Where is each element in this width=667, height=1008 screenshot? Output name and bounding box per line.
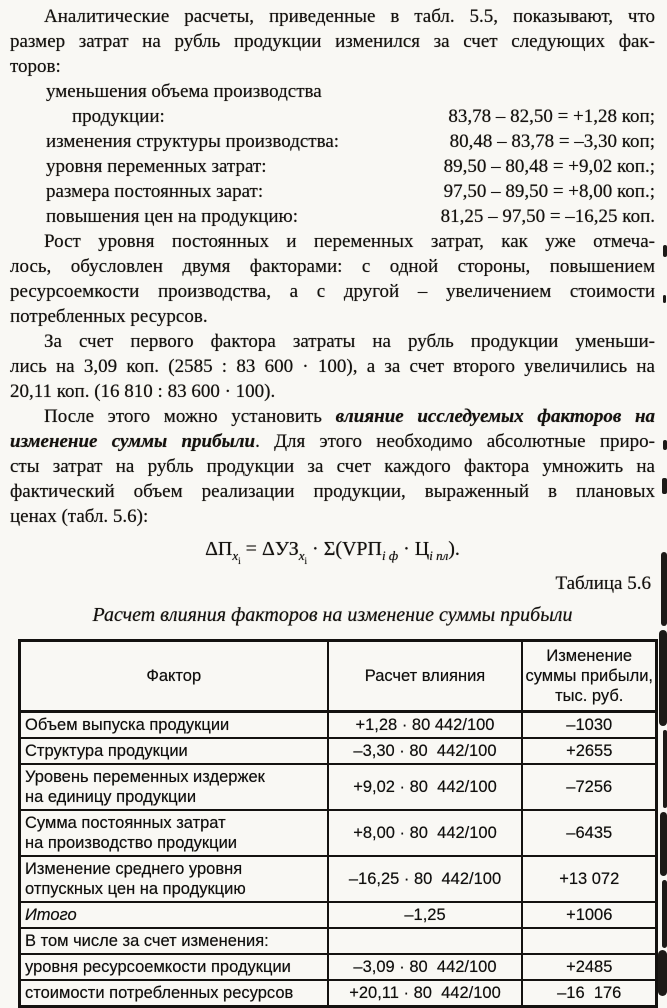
text-segment: После этого можно установить (44, 406, 336, 427)
cell-factor: Итого (20, 902, 328, 928)
table-row (20, 738, 657, 764)
factor-label: продукции: (72, 106, 165, 127)
factor-line (10, 79, 655, 104)
formula-term: ). (448, 538, 460, 560)
table-row (20, 810, 657, 856)
cell-factor: Объем выпуска продукции (20, 712, 328, 739)
text-line: размер затрат на рубль продукции изменился за счет следующих фак- (10, 31, 655, 52)
factor-calc: 83,78 – 82,50 = +1,28 коп; (448, 106, 655, 127)
cell-calc: +8,00 · 80 442/100 (328, 810, 523, 856)
text-line: Аналитические расчеты, приведенные в табл. 5.5, показывают, что (44, 6, 655, 27)
cell-factor: уровня ресурсоемкости продукции (20, 954, 328, 980)
cell-calc: +1,28 · 80 442/100 (328, 712, 523, 739)
formula-term: · Ц (398, 538, 430, 560)
table-caption: Расчет влияния факторов на изменение суммы прибыли (92, 604, 573, 626)
factor-label: размера постоянных зарат: (46, 181, 264, 202)
text-line: торов: (10, 56, 61, 77)
header-cell-profit-change: Изменение суммы прибыли, тыс. руб. (522, 641, 656, 712)
cell-change: +2485 (522, 954, 656, 980)
cell-factor: В том числе за счет изменения: (20, 928, 328, 954)
text-line (10, 404, 655, 429)
formula-subscript: хi (298, 548, 308, 566)
scan-artifact (660, 812, 667, 876)
factor-calculation-list (10, 79, 655, 229)
table-row (20, 856, 657, 902)
cell-change (522, 928, 656, 954)
factor-label: уровня переменных затрат: (46, 156, 267, 177)
cell-change: +13 072 (522, 856, 656, 902)
factor-calc: 81,25 – 97,50 = –16,25 коп. (440, 206, 655, 227)
scan-artifact (662, 880, 667, 948)
formula-term: · Σ(VРП (307, 538, 383, 560)
scan-artifact (658, 950, 667, 996)
factor-line (10, 154, 655, 179)
paragraph-4 (10, 404, 655, 529)
cell-factor: Структура продукции (20, 738, 328, 764)
text-line: лись на 3,09 коп. (2585 : 83 600 · 100), а за счет второго увеличились на (10, 356, 655, 377)
emphasis-text: изменение суммы прибыли (10, 431, 256, 452)
table-header-row (20, 641, 657, 712)
table-row (20, 954, 657, 980)
factor-line (10, 104, 655, 129)
cell-factor: стоимости потребленных ресурсов (20, 980, 328, 1007)
cell-calc (328, 928, 523, 954)
formula-term: = ΔУЗ (240, 538, 299, 560)
cell-calc: –16,25 · 80 442/100 (328, 856, 523, 902)
factors-influence-table (18, 639, 658, 1008)
text-line: 20,11 коп. (16 810 : 83 600 · 100). (10, 381, 276, 402)
formula-term: ΔП (205, 538, 233, 560)
profit-change-formula (10, 538, 655, 566)
text-line: За счет первого фактора затраты на рубль продукции уменьши- (44, 331, 655, 352)
cell-calc: –3,09 · 80 442/100 (328, 954, 523, 980)
cell-factor: Изменение среднего уровня отпускных цен на продукцию (20, 856, 328, 902)
scan-artifact (663, 730, 667, 808)
scan-artifact (659, 630, 667, 726)
cell-calc: +9,02 · 80 442/100 (328, 764, 523, 810)
text-line: сты затрат на рубль продукции за счет каждого фактора умножить на (10, 456, 655, 477)
scan-artifact (663, 440, 667, 450)
formula-subscript: i ф (382, 548, 399, 563)
factor-line (10, 129, 655, 154)
factor-calc: 97,50 – 89,50 = +8,00 коп.; (443, 181, 655, 202)
scan-artifact (662, 478, 667, 494)
table-row (20, 980, 657, 1007)
text-line: ценах (табл. 5.6): (10, 506, 149, 527)
factor-calc: 89,50 – 80,48 = +9,02 коп.; (443, 156, 655, 177)
table-row (20, 712, 657, 739)
cell-change: –6435 (522, 810, 656, 856)
header-cell-factor: Фактор (20, 641, 328, 712)
emphasis-text: влияние исследуемых факторов на (335, 406, 656, 427)
cell-change: –7256 (522, 764, 656, 810)
text-line (10, 429, 655, 454)
formula-subscript: хi (232, 548, 241, 566)
cell-factor: Уровень переменных издержек на единицу продукции (20, 764, 328, 810)
cell-calc: +20,11 · 80 442/100 (328, 980, 523, 1007)
text-line: лось, обусловлен двумя факторами: с одной стороны, повышением (10, 256, 655, 277)
formula-subscript: i пл (429, 548, 449, 563)
factor-label: повышения цен на продукцию: (46, 206, 298, 227)
header-cell-calculation: Расчет влияния (328, 641, 523, 712)
table-number-label: Таблица 5.6 (555, 573, 651, 594)
factor-line (10, 179, 655, 204)
factor-line (10, 204, 655, 229)
paragraph-2 (10, 229, 655, 329)
scan-artifact (661, 552, 667, 626)
factor-label: уменьшения объема производства (46, 81, 322, 102)
text-line: потребленных ресурсов. (10, 306, 208, 327)
table-row-total (20, 902, 657, 928)
cell-calc: –3,30 · 80 442/100 (328, 738, 523, 764)
cell-change: +1006 (522, 902, 656, 928)
paragraph-1 (10, 4, 655, 79)
cell-calc: –1,25 (328, 902, 523, 928)
table-row (20, 764, 657, 810)
text-segment: . Для этого необходимо абсолютные приро- (255, 431, 655, 452)
table-row (20, 928, 657, 954)
factor-calc: 80,48 – 83,78 = –3,30 коп; (449, 131, 655, 152)
cell-change: –1030 (522, 712, 656, 739)
scan-artifact (663, 295, 666, 303)
scan-artifact (663, 245, 667, 257)
text-line: Рост уровня постоянных и переменных затрат, как уже отмеча- (44, 231, 655, 252)
factor-label: изменения структуры производства: (46, 131, 340, 152)
paragraph-3 (10, 329, 655, 404)
cell-change: –16 176 (522, 980, 656, 1007)
cell-change: +2655 (522, 738, 656, 764)
text-line: фактический объем реализации продукции, выраженный в плановых (10, 481, 655, 502)
text-line: ресурсоемкости производства, а с другой – увеличением стоимости (10, 281, 655, 302)
cell-factor: Сумма постоянных затрат на производство продукции (20, 810, 328, 856)
